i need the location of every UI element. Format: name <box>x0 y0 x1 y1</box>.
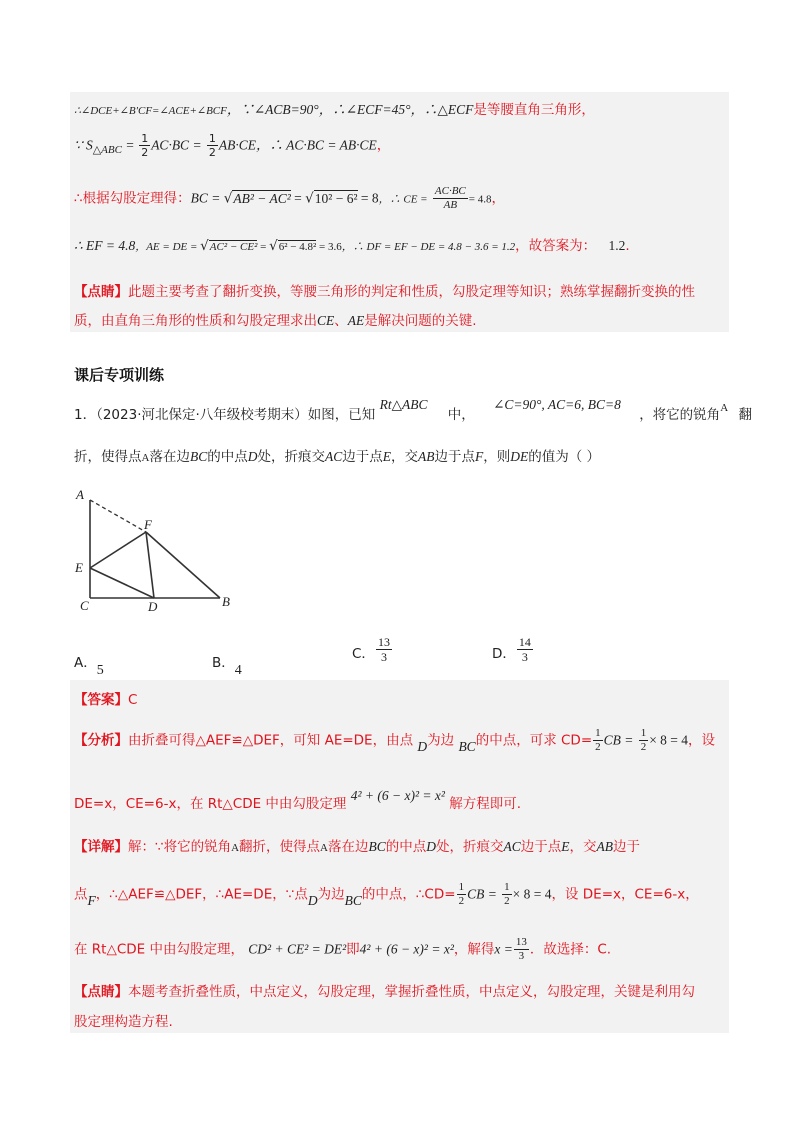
answer-line: 【答案】C <box>74 692 138 708</box>
segment-ef <box>90 532 146 568</box>
prev-comment-line-1: 【点睛】此题主要考查了翻折变换，等腰三角形的判定和性质，勾股定理等知识；熟练掌握翻折变换的性 <box>74 284 695 300</box>
label-d: D <box>148 599 158 614</box>
prev-line-2: ∵ $S_{\triangle ABC}$ = $\frac{1}{2}$ AC·BC = $\frac{1}{2}$ AB·CE，∴ AC·BC = AB·CE， <box>74 132 391 159</box>
fraction-half: $\frac{1}{2}$ <box>208 132 216 159</box>
label-c: C <box>80 598 89 613</box>
question-line-1: 1．（2023·河北保定·八年级校考期末）如图，已知 Rt△ABC 中， ∠C=90°, AC=6, BC=8 ，将它的锐角$^A$ 翻 <box>74 397 752 423</box>
prev-line-3: ∴根据勾股定理得：BC = √AB² − AC² = √10² − 6² = 8，∴ CE = $\frac{AC\cdot BC}{AB}$ = 4.8， <box>74 185 505 211</box>
analysis-line-1: 【分析】由折叠可得△AEF≌△DEF，可知 AE=DE，由点 D为边 BC的中点，可求 CD= $\frac{1}{2}$ CB = $\frac{1}{2}$ × 8 = 4，设 <box>74 727 716 754</box>
option-c[interactable]: C． $\frac{13}{3}$ <box>352 635 390 664</box>
point-line-2: 股定理构造方程. <box>74 1014 173 1030</box>
question-line-2: 折，使得点A落在边BC的中点D处，折痕交AC边于点E，交AB边于点F，则DE的值为（ ） <box>74 449 601 465</box>
point-line-1: 【点睛】本题考查折叠性质，中点定义，勾股定理，掌握折叠性质，中点定义，勾股定理，关键是利用勾 <box>74 984 695 1000</box>
detail-line-1: 【详解】解：∵将它的锐角A翻折，使得点A落在边BC的中点D处，折痕交AC边于点E，交AB边于 <box>74 839 641 855</box>
label-e: E <box>75 560 83 575</box>
option-b[interactable]: B．4 <box>212 655 242 678</box>
segment-af-dashed <box>90 500 146 532</box>
fraction-ce: $\frac{AC\cdot BC}{AB}$ <box>434 185 466 211</box>
option-d[interactable]: D． $\frac{14}{3}$ <box>492 635 531 664</box>
prev-comment-line-2: 质，由直角三角形的性质和勾股定理求出CE、AE是解决问题的关键. <box>74 313 477 329</box>
section-title: 课后专项训练 <box>74 366 165 384</box>
segment-fd <box>146 532 154 598</box>
analysis-line-2: DE=x，CE=6-x，在 Rt△CDE 中由勾股定理 4² + (6 − x)² = x² 解方程即可. <box>74 788 522 812</box>
fraction-half: $\frac{1}{2}$ <box>141 132 149 159</box>
segment-ed <box>90 568 154 598</box>
option-a[interactable]: A．5 <box>74 655 104 678</box>
label-b: B <box>222 594 230 609</box>
prev-line-4: ∴ EF = 4.8，AE = DE = √AC² − CE² = √6² − 4.8² = 3.6，∴ DF = EF − DE = 4.8 − 3.6 = 1.2，故答案为： 1.2. <box>74 238 630 254</box>
detail-line-2: 点F，∴△AEF≌△DEF，∴AE=DE，∵点D为边BC的中点，∴CD= $\frac{1}{2}$ CB = $\frac{1}{2}$ × 8 = 4，设 DE=x，CE=6-x， <box>74 881 699 908</box>
segment-fb <box>146 532 220 598</box>
detail-line-3: 在 Rt△CDE 中由勾股定理， CD² + CE² = DE²即4² + (6 − x)² = x²，解得x = $\frac{13}{3}$ ．故选择：C. <box>74 936 612 962</box>
prev-line-1: ∴∠DCE+∠B′CF=∠ACE+∠BCF，∵∠ACB=90°，∴∠ECF=45°，∴△ECF是等腰直角三角形， <box>74 102 595 118</box>
label-a: A <box>76 487 84 502</box>
triangle-fold-figure <box>66 486 246 621</box>
label-f: F <box>144 517 152 532</box>
